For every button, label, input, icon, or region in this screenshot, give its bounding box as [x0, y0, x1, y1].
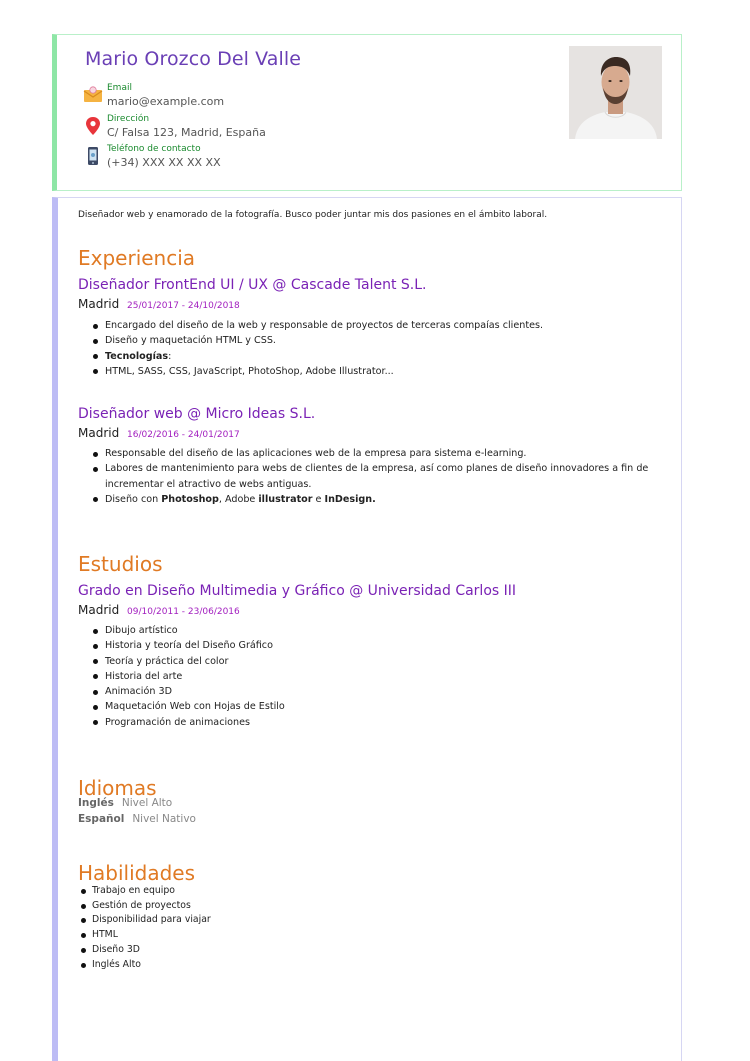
list-item: Responsable del diseño de las aplicaciones web de la empresa para sistema e-learning.: [105, 446, 670, 461]
list-item: Diseño 3D: [92, 943, 392, 958]
job-location: Madrid: [78, 426, 120, 440]
list-item: Tecnologías:: [105, 349, 675, 364]
main-card: [52, 197, 682, 1061]
section-title-skills: Habilidades: [78, 861, 196, 885]
degree-title: Grado en Diseño Multimedia y Gráfico @ Universidad Carlos III: [78, 583, 517, 599]
header-card: [52, 34, 682, 191]
phone-icon: [83, 146, 103, 166]
skills-list: [92, 884, 392, 972]
list-item: HTML: [92, 928, 392, 943]
list-item: Maquetación Web con Hojas de Estilo: [105, 699, 605, 714]
contact-email-value[interactable]: mario@example.com: [107, 95, 225, 108]
list-item: Diseño con Photoshop, Adobe illustrator e InDesign.: [105, 492, 670, 507]
list-item: Teoría y práctica del color: [105, 654, 605, 669]
degree-subjects: [105, 623, 605, 730]
map-pin-icon: [83, 116, 103, 136]
profile-portrait-image: [569, 46, 662, 139]
section-title-experience: Experiencia: [78, 246, 196, 270]
degree-dates: 09/10/2011 - 23/06/2016: [127, 607, 240, 617]
contact-email: [81, 83, 481, 111]
section-title-languages: Idiomas: [78, 776, 157, 800]
list-item: Trabajo en equipo: [92, 884, 392, 899]
list-item: Historia y teoría del Diseño Gráfico: [105, 638, 605, 653]
job-responsibilities: [105, 446, 670, 507]
language-name: Inglés: [78, 797, 114, 809]
section-title-education: Estudios: [78, 552, 163, 576]
contact-phone-value: (+34) XXX XX XX XX: [107, 156, 221, 169]
contact-address-value: C/ Falsa 123, Madrid, España: [107, 126, 266, 139]
profile-photo: [569, 46, 662, 139]
language-level: Nivel Nativo: [132, 813, 196, 825]
job-title: Diseñador FrontEnd UI / UX @ Cascade Talent S.L.: [78, 277, 427, 293]
profile-summary: Diseñador web y enamorado de la fotografía. Busco poder juntar mis dos pasiones en el ámbito laboral.: [78, 210, 548, 220]
list-item: HTML, SASS, CSS, JavaScript, PhotoShop, Adobe Illustrator...: [105, 364, 675, 379]
job-dates: 16/02/2016 - 24/01/2017: [127, 430, 240, 440]
job-location: Madrid: [78, 297, 120, 311]
degree-location: Madrid: [78, 603, 120, 617]
degree-place: [78, 603, 240, 617]
list-item: Inglés Alto: [92, 958, 392, 973]
contact-address: [81, 114, 481, 142]
technologies-label: Tecnologías: [105, 350, 169, 362]
list-item: Historia del arte: [105, 669, 605, 684]
language-name: Español: [78, 813, 125, 825]
contact-phone-label: Teléfono de contacto: [107, 144, 201, 154]
list-item: Encargado del diseño de la web y responsable de proyectos de terceras compaías clientes.: [105, 318, 675, 333]
job-place: [78, 297, 240, 311]
job-dates: 25/01/2017 - 24/10/2018: [127, 301, 240, 311]
contact-email-label: Email: [107, 83, 132, 93]
list-item: Diseño y maquetación HTML y CSS.: [105, 333, 675, 348]
candidate-name: Mario Orozco Del Valle: [85, 48, 302, 70]
job-title: Diseñador web @ Micro Ideas S.L.: [78, 406, 316, 422]
list-item: Gestión de proyectos: [92, 899, 392, 914]
list-item: Dibujo artístico: [105, 623, 605, 638]
language-row: [78, 813, 196, 825]
language-row: [78, 797, 172, 809]
job-responsibilities: [105, 318, 675, 379]
language-level: Nivel Alto: [121, 797, 173, 809]
list-item: Animación 3D: [105, 684, 605, 699]
list-item: Disponibilidad para viajar: [92, 913, 392, 928]
contact-address-label: Dirección: [107, 114, 150, 124]
list-item: Programación de animaciones: [105, 715, 605, 730]
contact-phone: [81, 144, 481, 172]
envelope-icon: [83, 85, 103, 105]
list-item: Labores de mantenimiento para webs de clientes de la empresa, así como planes de diseño innovadores a fin de incrementar el atractivo de webs antiguas.: [105, 461, 670, 492]
job-place: [78, 426, 240, 440]
